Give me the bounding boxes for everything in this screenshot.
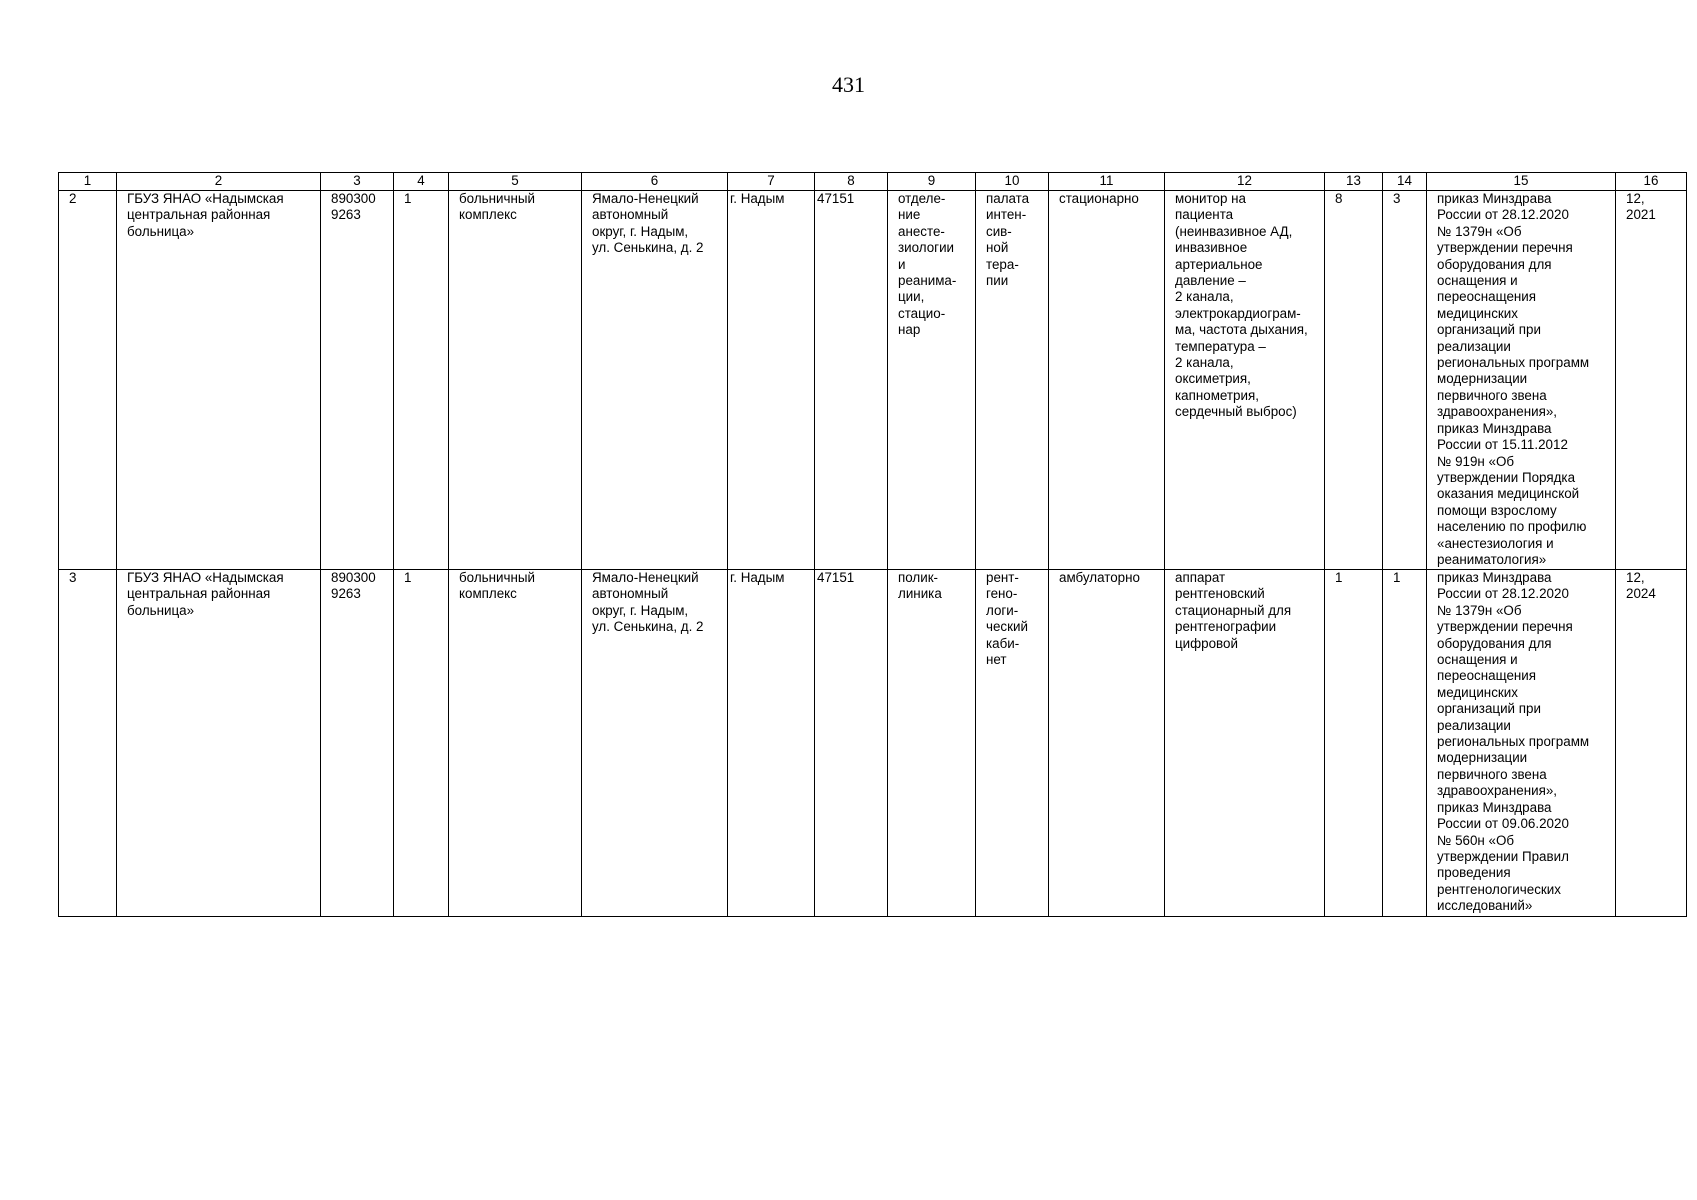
oktmo-cell: 47151 <box>815 191 888 570</box>
quantity-cell: 3 <box>1383 191 1427 570</box>
date-cell: 12, 2021 <box>1616 191 1687 570</box>
address-cell: Ямало-Ненецкий автономный округ, г. Надым, ул. Сенькина, д. 2 <box>582 570 728 917</box>
inn-cell: 890300 9263 <box>321 570 394 917</box>
table-row <box>59 191 1687 570</box>
column-header: 13 <box>1325 173 1383 191</box>
table-row <box>59 570 1687 917</box>
column-header: 16 <box>1616 173 1687 191</box>
organization-cell: ГБУЗ ЯНАО «Надымская центральная районная больница» <box>117 191 321 570</box>
column-header: 7 <box>728 173 815 191</box>
column-header: 6 <box>582 173 728 191</box>
column-header: 12 <box>1165 173 1325 191</box>
column-header: 15 <box>1427 173 1616 191</box>
row-number-cell: 3 <box>59 570 117 917</box>
city-cell: г. Надым <box>728 570 815 917</box>
column-header: 10 <box>976 173 1049 191</box>
quantity-cell: 1 <box>1325 570 1383 917</box>
organization-cell: ГБУЗ ЯНАО «Надымская центральная районная больница» <box>117 570 321 917</box>
quantity-cell: 8 <box>1325 191 1383 570</box>
column-header: 3 <box>321 173 394 191</box>
building-type-cell: больничный комплекс <box>449 191 582 570</box>
row-number-cell: 2 <box>59 191 117 570</box>
equipment-table <box>58 172 1687 917</box>
care-form-cell: амбулаторно <box>1049 570 1165 917</box>
column-header: 1 <box>59 173 117 191</box>
column-header: 11 <box>1049 173 1165 191</box>
address-cell: Ямало-Ненецкий автономный округ, г. Надым, ул. Сенькина, д. 2 <box>582 191 728 570</box>
room-cell: палата интен- сив- ной тера- пии <box>976 191 1049 570</box>
count-cell: 1 <box>394 191 449 570</box>
building-type-cell: больничный комплекс <box>449 570 582 917</box>
page-number: 431 <box>832 72 865 97</box>
equipment-cell: монитор на пациента (неинвазивное АД, инвазивное артериальное давление – 2 канала, электрокардиограм- ма, частота дыхания, температура – 2 канала, оксиметрия, капнометрия, сердечный выброс) <box>1165 191 1325 570</box>
date-cell: 12, 2024 <box>1616 570 1687 917</box>
inn-cell: 890300 9263 <box>321 191 394 570</box>
quantity-cell: 1 <box>1383 570 1427 917</box>
column-header: 9 <box>888 173 976 191</box>
city-cell: г. Надым <box>728 191 815 570</box>
equipment-cell: аппарат рентгеновский стационарный для рентгенографии цифровой <box>1165 570 1325 917</box>
department-cell: отделе- ние анесте- зиологии и реанима- ции, стацио- нар <box>888 191 976 570</box>
column-header: 2 <box>117 173 321 191</box>
count-cell: 1 <box>394 570 449 917</box>
department-cell: полик- линика <box>888 570 976 917</box>
column-header: 8 <box>815 173 888 191</box>
care-form-cell: стационарно <box>1049 191 1165 570</box>
column-header: 4 <box>394 173 449 191</box>
column-header: 14 <box>1383 173 1427 191</box>
header-row <box>59 173 1687 191</box>
regulation-cell: приказ Минздрава России от 28.12.2020 № 1379н «Об утверждении перечня оборудования для оснащения и переоснащения медицинских организаций при реализации региональных программ модернизации первичного звена здравоохранения», приказ Минздрава России от 09.06.2020 № 560н «Об утверждении Правил проведения рентгенологических исследований» <box>1427 570 1616 917</box>
room-cell: рент- гено- логи- ческий каби- нет <box>976 570 1049 917</box>
oktmo-cell: 47151 <box>815 570 888 917</box>
column-header: 5 <box>449 173 582 191</box>
regulation-cell: приказ Минздрава России от 28.12.2020 № 1379н «Об утверждении перечня оборудования для оснащения и переоснащения медицинских организаций при реализации региональных программ модернизации первичного звена здравоохранения», приказ Минздрава России от 15.11.2012 № 919н «Об утверждении Порядка оказания медицинской помощи взрослому населению по профилю «анестезиология и реаниматология» <box>1427 191 1616 570</box>
